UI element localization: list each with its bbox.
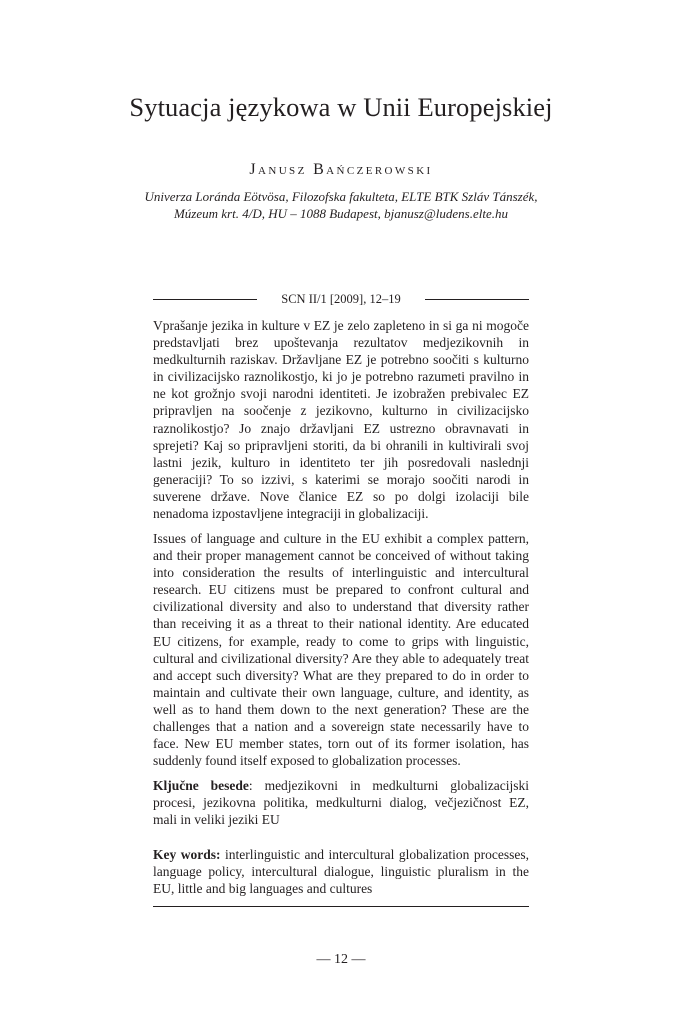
abstract-english: Issues of language and culture in the EU exhibit a complex pattern, and their proper management cannot be conceived of without taking into consideration the results of interlinguistic and intercultural research. EU citizens must be prepared to confront cultural and civilizational diversity and also to understand that diversity rather than receiving it as a threat to their national identity. Are educated EU citizens, for example, ready to come to grips with linguistic, cultural and civilizational diversity? Are they able to adequately treat and accept such diversity? What are they prepared to do in order to maintain and cultivate their own language, culture, and identity, as well as to hand them down to the next generation? These are the challenges that a nation and a sovereign state necessarily have to face. New EU member states, torn out of its former isolation, has suddenly found itself exposed to globalization processes. bbox=[153, 531, 529, 769]
affiliation bbox=[100, 188, 582, 222]
keywords-label: Ključne besede bbox=[153, 778, 249, 793]
journal-reference bbox=[153, 290, 529, 308]
abstract-slovene: Vprašanje jezika in kulture v EZ je zelo zapleteno in si ga ni mogoče predstavljati brez upoštevanja rezultatov medjezikovnih in medkulturnih raziskav. Državljane EZ je potrebno soočiti s kulturno in civilizacijsko raznolikostjo, ki jo je potrebno razumeti pravilno in ne kot grožnjo svoji narodni identiteti. Je izobražen prebivalec EZ pripravljen na soočenje z jezikovno, kulturno in civilizacijsko raznolikostjo? Jo znajo državljani EZ ustrezno obravnavati in sprejeti? Kaj so pripravljeni storiti, da bi ohranili in kultivirali svoj lastni jezik, kulturo in identiteto ter jih posredovali naslednji generaciji? To so izzivi, s katerimi se morajo soočiti narodi in suverene države. Nove članice EZ so po dolgi izolaciji bile nenadoma izpostavljene integraciji in globalizaciji. bbox=[153, 318, 529, 522]
keywords-english bbox=[153, 846, 529, 897]
keywords-text: : medjezikovni in medkulturni globalizacijski procesi, jezikovna politika, medkulturni dialog, večjezičnost EZ, mali in veliki jeziki EU bbox=[153, 778, 529, 828]
article-title: Sytuacja językowa w Unii Europejskiej bbox=[129, 92, 553, 122]
affiliation-line: Múzeum krt. 4/D, HU – 1088 Budapest, bjanusz@ludens.elte.hu bbox=[173, 206, 509, 221]
rule-right bbox=[425, 299, 529, 300]
keywords-label: Key words: bbox=[153, 847, 221, 862]
rule-left bbox=[153, 299, 257, 300]
keywords-text: interlinguistic and intercultural globalization processes, language policy, intercultural dialogue, linguistic pluralism in the EU, little and big languages and cultures bbox=[153, 847, 529, 897]
journal-citation: SCN II/1 [2009], 12–19 bbox=[281, 292, 401, 306]
bottom-rule bbox=[153, 906, 529, 907]
author-name: Janusz Bańczerowski bbox=[249, 161, 433, 178]
affiliation-line: Univerza Loránda Eötvösa, Filozofska fakulteta, ELTE BTK Szláv Tánszék, bbox=[144, 189, 538, 204]
page-number: — 12 — bbox=[316, 952, 366, 967]
keywords-slovene bbox=[153, 777, 529, 828]
